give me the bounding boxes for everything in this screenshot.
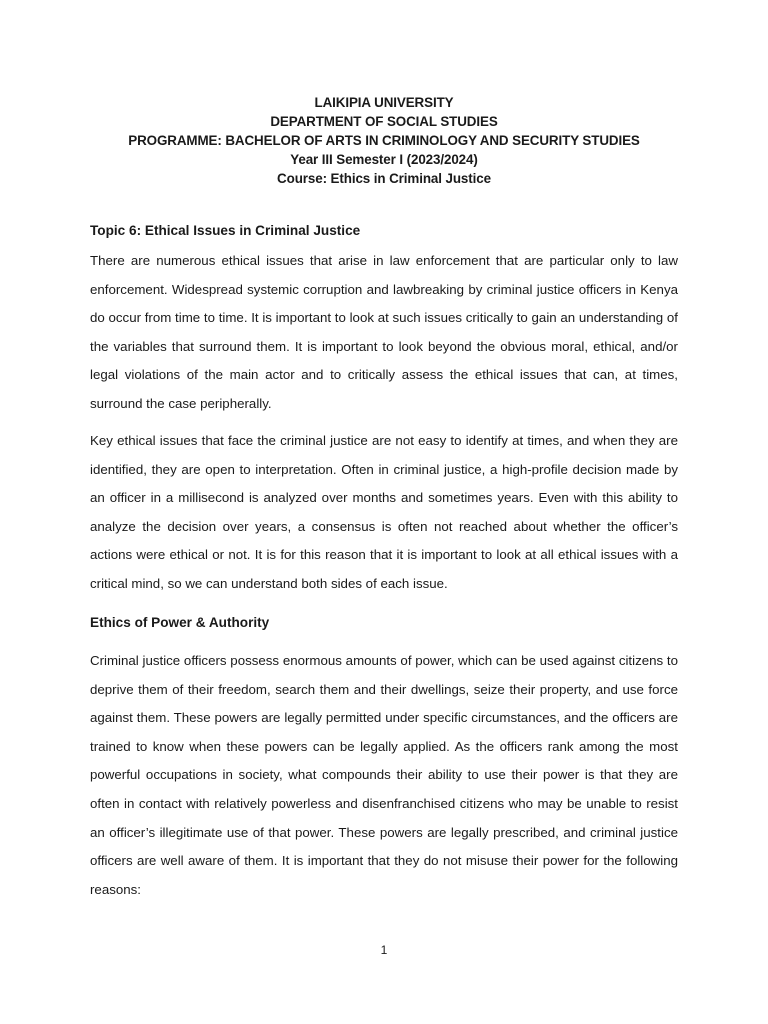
programme-name: PROGRAMME: BACHELOR OF ARTS IN CRIMINOLOGY AND SECURITY STUDIES [128,133,640,148]
topic-paragraph-2: Key ethical issues that face the criminal justice are not easy to identify at times, and when they are identified, they are open to interpretation. Often in criminal justice, a high-profile decision made by an officer in a millisecond is analyzed over months and sometimes years. Even with this ability to analyze the decision over years, a consensus is often not reached about whether the officer’s actions were ethical or not. It is for this reason that it is important to look at all ethical issues with a critical mind, so we can understand both sides of each issue. [90,433,678,591]
section-heading: Ethics of Power & Authority [90,615,270,630]
document-header [0,93,768,188]
year-semester: Year III Semester I (2023/2024) [290,152,478,167]
section-paragraph: Criminal justice officers possess enormous amounts of power, which can be used against citizens to deprive them of their freedom, search them and their dwellings, seize their property, and use force against them. These powers are legally permitted under specific circumstances, and the officers are trained to know when these powers can be legally applied. As the officers rank among the most powerful occupations in society, what compounds their ability to use their power is that they are often in contact with relatively powerless and disenfranchised citizens who may be unable to resist an officer’s illegitimate use of that power. These powers are legally prescribed, and criminal justice officers are well aware of them. It is important that they do not misuse their power for the following reasons: [90,653,678,897]
topic-paragraph-1: There are numerous ethical issues that arise in law enforcement that are particular only to law enforcement. Widespread systemic corruption and lawbreaking by criminal justice officers in Kenya do occur from time to time. It is important to look at such issues critically to gain an understanding of the variables that surround them. It is important to look beyond the obvious moral, ethical, and/or legal violations of the main actor and to critically assess the ethical issues that can, at times, surround the case peripherally. [90,253,678,411]
university-name: LAIKIPIA UNIVERSITY [314,95,454,110]
course-title: Course: Ethics in Criminal Justice [277,171,491,186]
department-name: DEPARTMENT OF SOCIAL STUDIES [270,114,498,129]
topic-heading: Topic 6: Ethical Issues in Criminal Justice [90,223,361,238]
page-number: 1 [380,943,388,957]
